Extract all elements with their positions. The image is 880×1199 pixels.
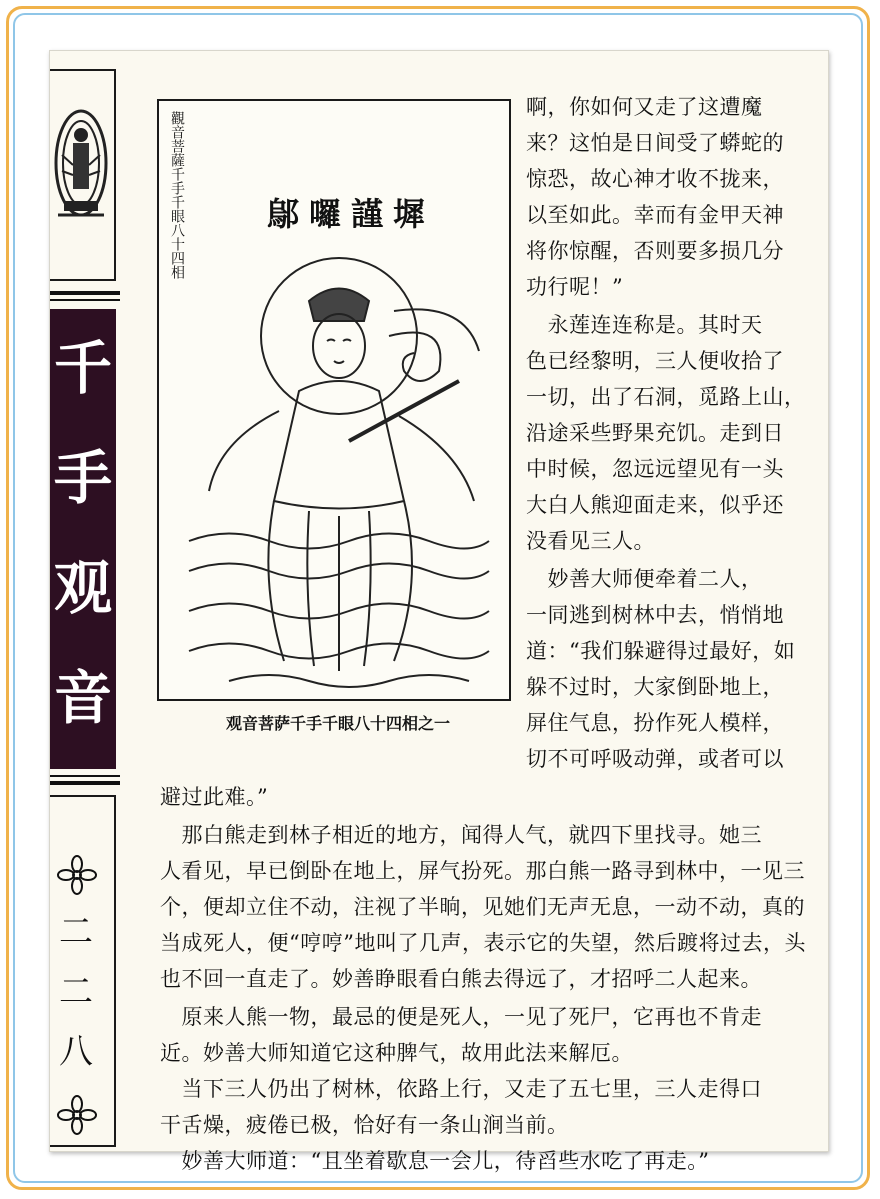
text-line: 躲不过时，大家倒卧地上， (526, 675, 784, 699)
text-line: 一同逃到树林中去，悄悄地 (526, 603, 784, 627)
text-line: 原来人熊一物，最忌的便是死人，一见了死尸，它再也不肯走 (160, 1005, 762, 1029)
illustration-title: 鄔囉謹墀 (267, 195, 436, 233)
page-number-box (50, 795, 116, 1147)
page-number-char: 八 (59, 1032, 93, 1072)
text-line: 当成死人，便“哼哼”地叫了几声，表示它的失望，然后踱将过去，头 (160, 931, 806, 955)
text-line: 永莲连连称是。其时天 (526, 313, 763, 337)
text-line: 也不回一直走了。妙善睁眼看白熊去得远了，才招呼二人起来。 (160, 967, 762, 991)
text-line: 人看见，早已倒卧在地上，屏气扮死。那白熊一路寻到林中，一见三 (160, 859, 805, 883)
text-line: 惊恐，故心神才收不拢来， (526, 167, 784, 191)
sidebar (50, 51, 120, 1151)
flower-ornament-icon (57, 1095, 97, 1135)
sidebar-rule (50, 775, 120, 777)
sidebar-rule (50, 291, 120, 295)
text-line: 功行呢！” (526, 275, 624, 299)
illustration-side-caption: 觀音菩薩千手千眼八十四相 (169, 111, 185, 279)
flower-ornament-icon (57, 855, 97, 895)
text-line: 屏住气息，扮作死人模样， (526, 711, 784, 735)
text-line: 妙善大师道：“且坐着歇息一会儿，待舀些水吃了再走。” (160, 1149, 710, 1173)
sidebar-rule (50, 299, 120, 301)
page-number-char: 二 (59, 912, 93, 952)
text-line: 切不可呼吸动弹，或者可以 (526, 747, 784, 771)
sidebar-emblem-box (50, 69, 116, 281)
text-line: 色已经黎明，三人便收拾了 (526, 349, 784, 373)
text-line: 那白熊走到林子相近的地方，闻得人气，就四下里找寻。她三 (160, 823, 762, 847)
title-char: 观 (53, 554, 112, 622)
text-line: 将你惊醒，否则要多损几分 (526, 239, 784, 263)
text-line: 个，便却立住不动，注视了半晌，见她们无声无息，一动不动，真的 (160, 895, 805, 919)
book-page (49, 50, 829, 1173)
title-char: 千 (53, 334, 112, 402)
illustration-caption: 观音菩萨千手千眼八十四相之一 (225, 714, 450, 733)
illustration-frame (157, 99, 511, 701)
text-line: 妙善大师便牵着二人， (526, 567, 763, 591)
text-line: 来？这怕是日间受了蟒蛇的 (526, 131, 784, 155)
text-line: 道：“我们躲避得过最好，如 (526, 639, 796, 663)
text-line: 近。妙善大师知道它这种脾气，故用此法来解厄。 (160, 1041, 633, 1065)
text-line: 以至如此。幸而有金甲天神 (526, 203, 784, 227)
guanyin-emblem-icon (54, 105, 112, 225)
sidebar-rule (50, 781, 120, 785)
text-line: 当下三人仍出了树林，依路上行，又走了五七里，三人走得口 (160, 1077, 762, 1101)
text-line: 避过此难。” (160, 785, 269, 809)
text-line: 沿途采些野果充饥。走到日 (526, 421, 784, 445)
guanyin-figure-drawing (189, 241, 489, 696)
text-line: 没看见三人。 (526, 529, 655, 553)
text-line: 啊，你如何又走了这遭魔 (526, 95, 763, 119)
title-char: 音 (53, 664, 112, 732)
book-title-vertical (50, 309, 116, 769)
text-line: 一切，出了石洞，觅路上山， (526, 385, 806, 409)
text-line: 大白人熊迎面走来，似乎还 (526, 493, 784, 517)
page-number-char: 二 (59, 972, 93, 1012)
text-line: 中时候，忽远远望见有一头 (526, 457, 784, 481)
title-char: 手 (53, 444, 112, 512)
text-line: 干舌燥，疲倦已极，恰好有一条山涧当前。 (160, 1113, 569, 1137)
